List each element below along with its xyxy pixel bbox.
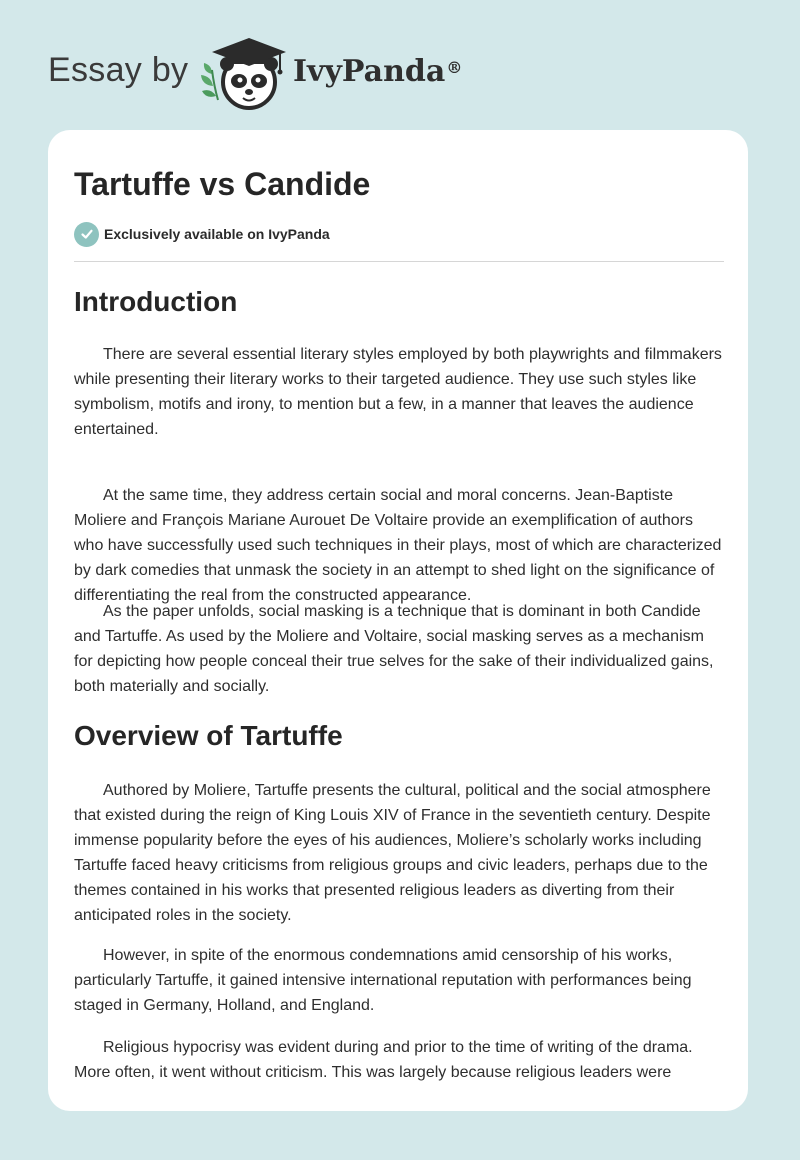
- paragraph: Authored by Moliere, Tartuffe presents the cultural, political and the social atmosphere that existed during the reign of King Louis XIV of France in the seventieth century. Despite immense popularity before the eyes of his audiences, Moliere’s scholarly works including Tartuffe faced heavy criticisms from religious groups and civic leaders, perhaps due to the themes contained in his works that presented religious leaders as diverting from their anticipated roles in the society.: [74, 782, 711, 924]
- article-card: [48, 130, 748, 1111]
- graduation-panda-icon[interactable]: [200, 34, 290, 110]
- section-heading-overview: Overview of Tartuffe: [74, 720, 343, 751]
- registered-mark: ®: [446, 58, 463, 77]
- brand-name-text: IvyPanda: [293, 54, 446, 89]
- article-title: Tartuffe vs Candide: [74, 166, 371, 202]
- site-header: [0, 0, 800, 130]
- section-heading-introduction: Introduction: [74, 286, 238, 317]
- paragraph: However, in spite of the enormous condemnations amid censorship of his works, particularly Tartuffe, it gained intensive international reputation with performances being staged in Germany, Holland, and England.: [74, 947, 692, 1014]
- paragraph: There are several essential literary styles employed by both playwrights and filmmakers while presenting their literary works to their targeted audience. They use such styles like symbolism, motifs and irony, to mention but a few, in a manner that leaves the audience entertained.: [74, 346, 722, 438]
- exclusive-badge: [74, 221, 330, 247]
- brand-prefix: Essay by: [48, 51, 189, 89]
- check-icon: [74, 222, 99, 247]
- brand-name[interactable]: [293, 52, 462, 92]
- paragraph: At the same time, they address certain social and moral concerns. Jean-Baptiste Moliere and François Mariane Aurouet De Voltaire provide an exemplification of authors who have successfully used such techniques in their plays, most of which are characterized by dark comedies that unmask the society in an attempt to shed light on the significance of differentiating the real from the constructed appearance.: [74, 487, 722, 604]
- exclusive-label: Exclusively available on IvyPanda: [104, 226, 330, 242]
- paragraph: Religious hypocrisy was evident during and prior to the time of writing of the drama. More often, it went without criticism. This was largely because religious leaders were: [74, 1039, 693, 1081]
- divider: [74, 261, 724, 262]
- leaf-icon: [201, 63, 218, 100]
- paragraph: As the paper unfolds, social masking is a technique that is dominant in both Candide and Tartuffe. As used by the Moliere and Voltaire, social masking serves as a mechanism for depicting how people conceal their true selves for the sake of their individualized gains, both materially and socially.: [74, 603, 714, 695]
